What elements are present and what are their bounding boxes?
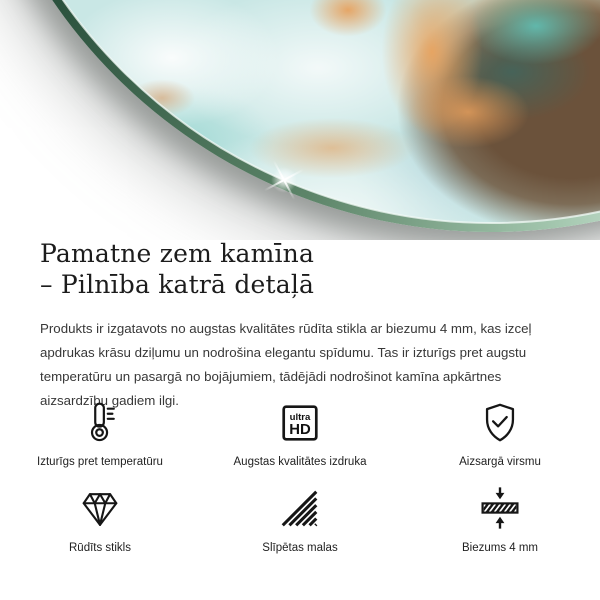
feature-label: Biezums 4 mm xyxy=(461,541,539,554)
shield-check-icon xyxy=(477,394,523,446)
feature-temperature-resistant xyxy=(0,390,200,468)
thickness-icon xyxy=(478,480,522,532)
diamond-icon xyxy=(77,480,123,532)
marble-print-artwork xyxy=(0,0,600,223)
hd-text: HD xyxy=(289,421,311,438)
feature-label: Rūdīts stikls xyxy=(69,541,131,554)
feature-label: Augstas kvalitātes izdruka xyxy=(233,455,367,468)
feature-thickness xyxy=(400,476,600,554)
thermometer-icon xyxy=(78,394,122,446)
feature-label: Aizsargā virsmu xyxy=(459,455,541,468)
feature-label: Izturīgs pret temperatūru xyxy=(37,455,163,468)
feature-label: Slīpētas malas xyxy=(262,541,338,554)
title-line-2: – Pilnība katrā detaļā xyxy=(40,270,315,299)
ultra-text: ultra xyxy=(289,411,311,423)
page-title xyxy=(40,238,570,300)
content-section xyxy=(40,238,570,413)
title-line-1: Pamatne zem kamīna xyxy=(40,239,315,268)
ultra-hd-icon xyxy=(277,394,323,446)
feature-surface-protection xyxy=(400,390,600,468)
feature-print-quality xyxy=(200,390,400,468)
beveled-edges-icon xyxy=(277,480,323,532)
features-grid xyxy=(0,390,600,554)
glass-disc-edge xyxy=(0,0,600,232)
product-description: Produkts ir izgatavots no augstas kvalitātes rūdīta stikla ar biezumu 4 mm, kas izceļ apdrukas krāsu dziļumu un nodrošina elegantu spīdumu. Tas ir izturīgs pret augstu temperatūru un pasargā no bojājumiem, tādējādi nodrošinot kamīna apkārtnes aizsardzību gadiem ilgi. xyxy=(40,321,532,408)
feature-tempered-glass xyxy=(0,476,200,554)
feature-polished-edges xyxy=(200,476,400,554)
hero-product-photo xyxy=(0,0,600,240)
glass-disc xyxy=(0,0,600,223)
